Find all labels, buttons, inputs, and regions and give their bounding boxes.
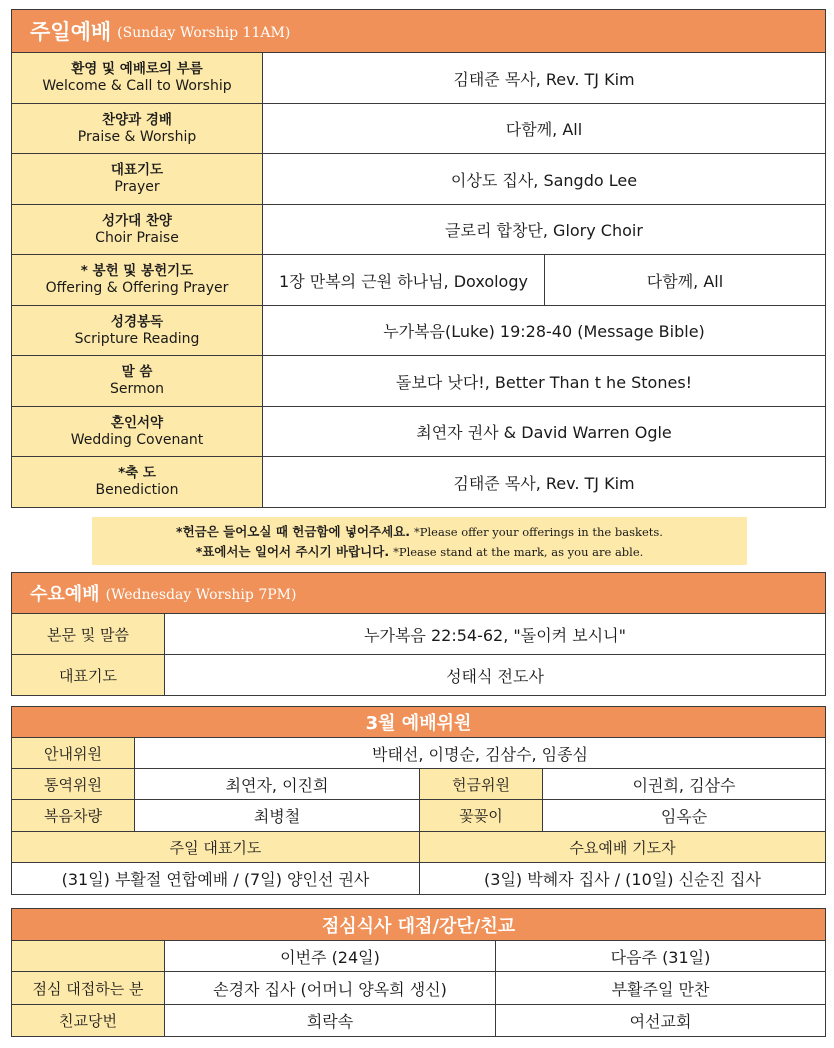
table-row bbox=[12, 909, 826, 941]
vehicle-label: 복음차량 bbox=[12, 800, 135, 832]
lunch-corner bbox=[12, 941, 165, 972]
table-row bbox=[12, 205, 826, 255]
sunday-order-table bbox=[11, 52, 826, 508]
table-row bbox=[12, 407, 826, 457]
table-row bbox=[12, 738, 826, 769]
wednesday-prayer-value: (3일) 박혜자 집사 / (10일) 신순진 집사 bbox=[420, 863, 826, 895]
table-row bbox=[12, 655, 826, 696]
translate-label: 통역위원 bbox=[12, 769, 135, 800]
order-value: 김태준 목사, Rev. TJ Kim bbox=[263, 53, 826, 104]
table-row bbox=[12, 800, 826, 832]
order-label: * 봉헌 및 봉헌기도 Offering & Offering Prayer bbox=[12, 255, 263, 306]
sunday-worship-section bbox=[11, 9, 826, 508]
order-value: 김태준 목사, Rev. TJ Kim bbox=[263, 457, 826, 508]
table-row bbox=[12, 53, 826, 104]
march-committee-section bbox=[11, 706, 826, 895]
table-row bbox=[12, 941, 826, 972]
this-week-header: 이번주 (24일) bbox=[165, 941, 496, 972]
next-week-header: 다음주 (31일) bbox=[496, 941, 826, 972]
lunch-host-this: 손경자 집사 (어머니 양옥희 생신) bbox=[165, 972, 496, 1005]
notice-box bbox=[92, 517, 747, 565]
order-label: 혼인서약 Wedding Covenant bbox=[12, 407, 263, 457]
fellowship-this: 희락속 bbox=[165, 1005, 496, 1037]
wednesday-label: 대표기도 bbox=[12, 655, 165, 696]
usher-value: 박태선, 이명순, 김삼수, 임종심 bbox=[135, 738, 826, 769]
table-row bbox=[12, 255, 826, 306]
wednesday-worship-subtitle: (Wednesday Worship 7PM) bbox=[105, 586, 297, 603]
table-row bbox=[12, 832, 826, 863]
table-row bbox=[12, 1005, 826, 1037]
order-value: 누가복음(Luke) 19:28-40 (Message Bible) bbox=[263, 306, 826, 356]
order-label: *축 도 Benediction bbox=[12, 457, 263, 508]
offering-label: 헌금위원 bbox=[420, 769, 543, 800]
lunch-table bbox=[11, 908, 826, 1037]
notice-line-offering: *헌금은 들어오실 때 헌금함에 넣어주세요. *Please offer your offerings in the baskets. bbox=[176, 524, 663, 539]
march-committee-table bbox=[11, 706, 826, 895]
order-value: 돌보다 낫다!, Better Than t he Stones! bbox=[263, 356, 826, 407]
wednesday-worship-section bbox=[11, 572, 826, 696]
fellowship-next: 여선교회 bbox=[496, 1005, 826, 1037]
notice-line-stand: *표에서는 일어서 주시기 바랍니다. *Please stand at the mark, as you are able. bbox=[195, 544, 644, 559]
sunday-worship-subtitle: (Sunday Worship 11AM) bbox=[117, 24, 291, 41]
sunday-prayer-value: (31일) 부활절 연합예배 / (7일) 양인선 권사 bbox=[12, 863, 420, 895]
table-row bbox=[12, 972, 826, 1005]
vehicle-value: 최병철 bbox=[135, 800, 420, 832]
translate-value: 최연자, 이진희 bbox=[135, 769, 420, 800]
lunch-host-label: 점심 대접하는 분 bbox=[12, 972, 165, 1005]
table-row bbox=[12, 306, 826, 356]
table-row bbox=[12, 863, 826, 895]
lunch-host-next: 부활주일 만찬 bbox=[496, 972, 826, 1005]
sunday-prayer-label: 주일 대표기도 bbox=[12, 832, 420, 863]
order-label: 말 씀 Sermon bbox=[12, 356, 263, 407]
table-row bbox=[12, 707, 826, 738]
wednesday-worship-title: 수요예배 bbox=[30, 584, 100, 605]
lunch-title: 점심식사 대접/강단/친교 bbox=[12, 909, 826, 941]
order-value: 1장 만복의 근원 하나님, Doxology bbox=[263, 255, 545, 306]
lunch-section bbox=[11, 908, 826, 1037]
wednesday-table bbox=[11, 613, 826, 696]
table-row bbox=[12, 356, 826, 407]
table-row bbox=[12, 769, 826, 800]
wednesday-value: 누가복음 22:54-62, "돌이켜 보시니" bbox=[165, 614, 826, 655]
wednesday-prayer-label: 수요예배 기도자 bbox=[420, 832, 826, 863]
order-value: 글로리 합창단, Glory Choir bbox=[263, 205, 826, 255]
order-label: 환영 및 예배로의 부름 Welcome & Call to Worship bbox=[12, 53, 263, 104]
usher-label: 안내위원 bbox=[12, 738, 135, 769]
march-committee-title: 3월 예배위원 bbox=[12, 707, 826, 738]
wednesday-value: 성태식 전도사 bbox=[165, 655, 826, 696]
order-value: 최연자 권사 & David Warren Ogle bbox=[263, 407, 826, 457]
table-row bbox=[12, 614, 826, 655]
sunday-worship-title: 주일예배 bbox=[30, 20, 112, 44]
order-label: 성가대 찬양 Choir Praise bbox=[12, 205, 263, 255]
flower-value: 임옥순 bbox=[543, 800, 826, 832]
flower-label: 꽃꽂이 bbox=[420, 800, 543, 832]
order-value: 이상도 집사, Sangdo Lee bbox=[263, 154, 826, 205]
table-row bbox=[12, 457, 826, 508]
wednesday-worship-header bbox=[11, 572, 826, 614]
fellowship-label: 친교당번 bbox=[12, 1005, 165, 1037]
table-row bbox=[12, 104, 826, 154]
order-label: 찬양과 경배 Praise & Worship bbox=[12, 104, 263, 154]
order-label: 성경봉독 Scripture Reading bbox=[12, 306, 263, 356]
sunday-worship-header bbox=[11, 9, 826, 53]
wednesday-label: 본문 및 말씀 bbox=[12, 614, 165, 655]
order-value: 다함께, All bbox=[263, 104, 826, 154]
table-row bbox=[12, 154, 826, 205]
order-value-secondary: 다함께, All bbox=[545, 255, 826, 306]
offering-value: 이권희, 김삼수 bbox=[543, 769, 826, 800]
order-label: 대표기도 Prayer bbox=[12, 154, 263, 205]
